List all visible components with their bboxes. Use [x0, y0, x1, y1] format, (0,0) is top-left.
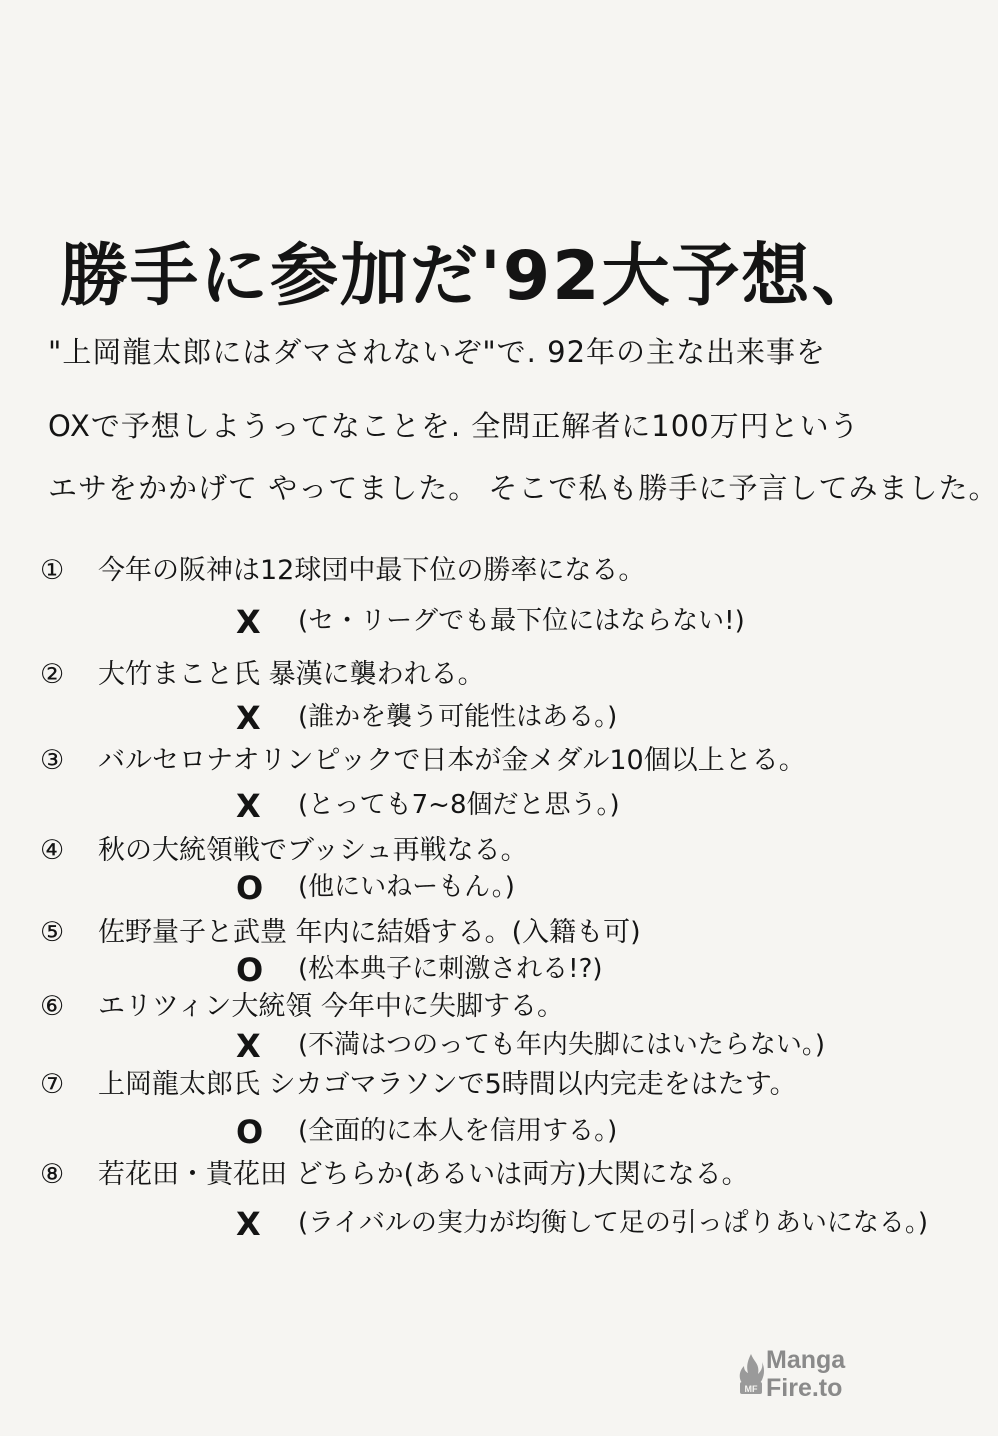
watermark — [736, 1346, 886, 1406]
intro-line-3: エサをかかげて やってました。 そこで私も勝手に予言してみました。 — [48, 471, 998, 505]
prediction-item-1 — [40, 548, 870, 587]
item-number: ④ — [40, 835, 65, 866]
answer-mark: O — [236, 868, 264, 907]
answer-mark: O — [236, 950, 264, 989]
prediction-text: バルセロナオリンピックで日本が金メダル10個以上とる。 — [98, 745, 806, 776]
answer-mark: X — [236, 698, 261, 737]
answer-note: (ライバルの実力が均衡して足の引っぱりあいになる。) — [298, 1208, 928, 1238]
answer-line-3 — [236, 784, 856, 825]
prediction-item-3 — [40, 738, 870, 777]
answer-line-7 — [236, 1110, 856, 1151]
answer-line-4 — [236, 866, 856, 907]
answer-mark: O — [236, 1112, 264, 1151]
answer-mark: X — [236, 1204, 261, 1243]
prediction-text: 佐野量子と武豊 年内に結婚する。(入籍も可) — [98, 917, 641, 948]
prediction-text: エリツィン大統領 今年中に失脚する。 — [98, 991, 564, 1022]
answer-note: (とっても7~8個だと思う。) — [298, 790, 620, 820]
prediction-item-8 — [40, 1152, 870, 1191]
answer-note: (松本典子に刺激される!?) — [298, 954, 603, 984]
prediction-text: 大竹まこと氏 暴漢に襲われる。 — [98, 659, 485, 690]
answer-note: (不満はつのっても年内失脚にはいたらない。) — [298, 1030, 826, 1060]
answer-note: (セ・リーグでも最下位にはならない!) — [298, 606, 745, 636]
prediction-item-5 — [40, 910, 870, 949]
prediction-text: 秋の大統領戦でブッシュ再戦なる。 — [98, 835, 528, 866]
prediction-item-7 — [40, 1062, 870, 1101]
svg-text:MF: MF — [744, 1384, 758, 1394]
answer-note: (誰かを襲う可能性はある。) — [298, 702, 618, 732]
prediction-text: 若花田・貴花田 どちらか(あるいは両方)大関になる。 — [98, 1159, 749, 1190]
item-number: ⑧ — [40, 1159, 65, 1190]
prediction-item-4 — [40, 828, 870, 867]
answer-note: (他にいねーもん。) — [298, 872, 515, 902]
answer-mark: X — [236, 786, 261, 825]
item-number: ⑤ — [40, 917, 65, 948]
answer-line-6 — [236, 1024, 856, 1065]
answer-line-5 — [236, 948, 856, 989]
intro-line-1: "上岡龍太郎にはダマされないぞ"で. 92年の主な出来事を — [48, 335, 827, 369]
watermark-text-1: Manga — [766, 1346, 846, 1374]
prediction-item-6 — [40, 984, 870, 1023]
watermark-text-2: Fire.to — [766, 1374, 843, 1402]
item-number: ③ — [40, 745, 65, 776]
item-number: ⑦ — [40, 1069, 65, 1100]
item-number: ② — [40, 659, 65, 690]
prediction-text: 今年の阪神は12球団中最下位の勝率になる。 — [98, 555, 646, 586]
item-number: ⑥ — [40, 991, 65, 1022]
page-title: 勝手に参加だ'92大予想、 — [60, 237, 882, 316]
flame-logo-icon — [736, 1352, 766, 1396]
answer-mark: X — [236, 602, 261, 641]
item-number: ① — [40, 555, 65, 586]
prediction-text: 上岡龍太郎氏 シカゴマラソンで5時間以内完走をはたす。 — [98, 1069, 797, 1100]
answer-mark: X — [236, 1026, 261, 1065]
intro-line-2: OXで予想しようってなことを. 全問正解者に100万円という — [48, 409, 860, 443]
answer-line-2 — [236, 696, 856, 737]
answer-line-8 — [236, 1202, 928, 1243]
prediction-item-2 — [40, 652, 870, 691]
answer-note: (全面的に本人を信用する。) — [298, 1116, 618, 1146]
answer-line-1 — [236, 600, 856, 641]
